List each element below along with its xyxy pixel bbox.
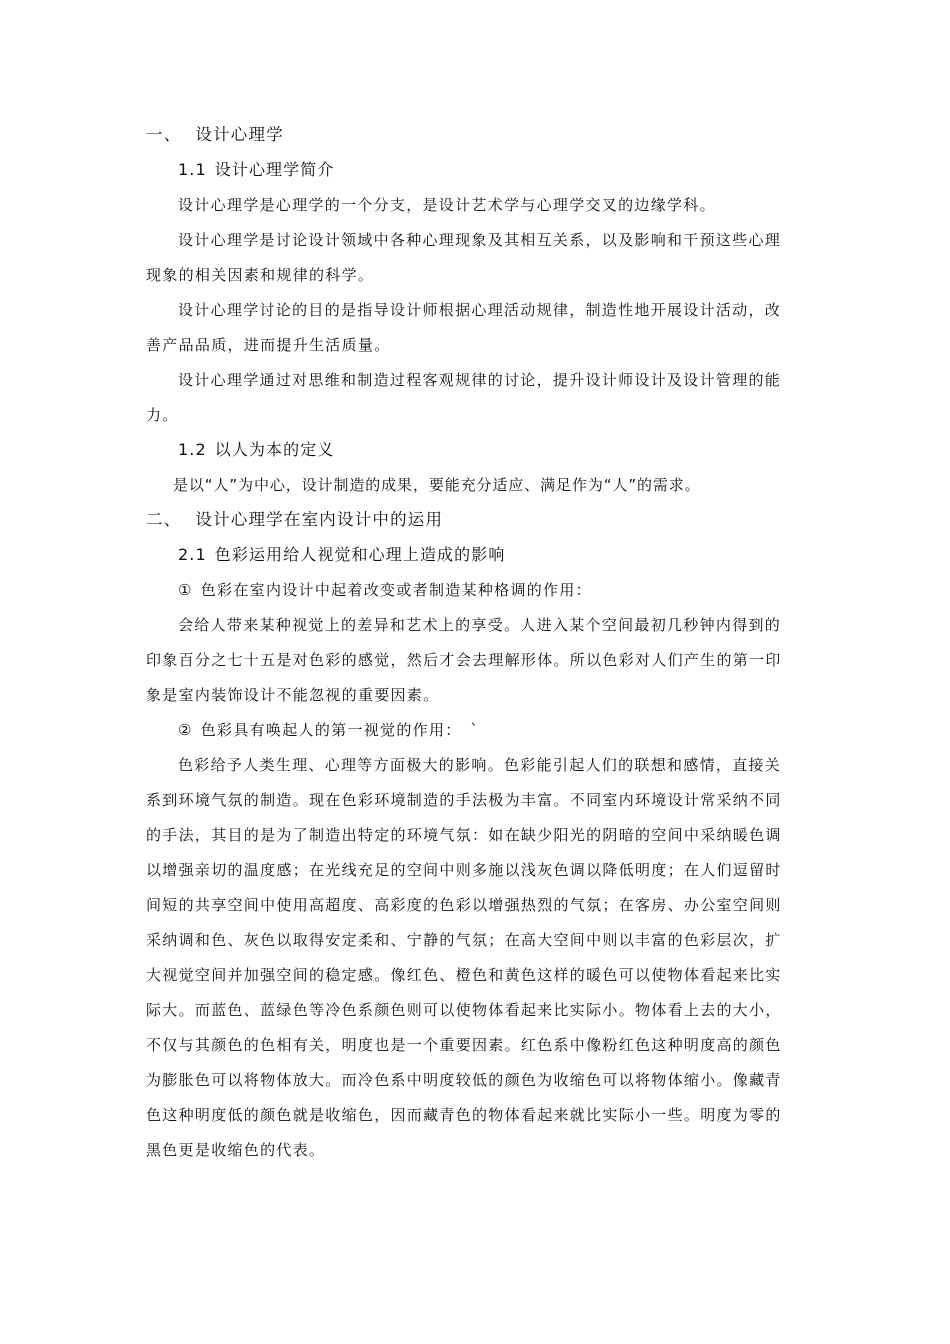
paragraph-line: 是以“人”为中心，设计制造的成果，要能充分适应、满足作为“人”的需求。 [173,476,701,494]
subsection-1-2-heading [178,440,334,460]
subsection-2-1-heading [178,545,505,565]
subsection-title: 设计心理学简介 [214,160,335,179]
item-title: 色彩具有唤起人的第一视觉的作用： ` [200,721,480,739]
item-marker: ② [178,721,193,739]
subsection-number: 1.1 [178,160,207,179]
paragraph-line: 大视觉空间并加强空间的稳定感。像红色、橙色和黄色这样的暖色可以使物体看起来比实 [146,966,782,984]
subsection-1-1-heading [178,160,334,180]
paragraph-line: 会给人带来某种视觉上的差异和艺术上的享受。人进入某个空间最初几秒钟内得到的 [178,616,782,634]
paragraph-line: 间短的共享空间中使用高超度、高彩度的色彩以增强热烈的气氛；在客房、办公室空间则 [146,896,782,914]
item-marker: ① [178,581,193,599]
section-2-heading [146,510,443,530]
paragraph-line: 的手法，其目的是为了制造出特定的环境气氛：如在缺少阳光的阴暗的空间中采纳暖色调 [146,826,782,844]
paragraph-line: 印象百分之七十五是对色彩的感觉，然后才会去理解形体。所以色彩对人们产生的第一印 [146,651,782,669]
paragraph-line: 色这种明度低的颜色就是收缩色，因而藏青色的物体看起来就比实际小一些。明度为零的 [146,1106,782,1124]
subsection-number: 2.1 [178,545,207,564]
paragraph-line: 不仅与其颜色的色相有关，明度也是一个重要因素。红色系中像粉红色这种明度高的颜色 [146,1036,782,1054]
paragraph-line: 设计心理学是心理学的一个分支，是设计艺术学与心理学交叉的边缘学科。 [178,196,716,214]
subsection-number: 1.2 [178,440,207,459]
paragraph-line: 以增强亲切的温度感；在光线充足的空间中则多施以浅灰色调以降低明度；在人们逗留时 [146,861,782,879]
subsection-title: 色彩运用给人视觉和心理上造成的影响 [214,545,506,564]
paragraph-line: 采纳调和色、灰色以取得安定柔和、宁静的气氛；在高大空间中则以丰富的色彩层次，扩 [146,931,782,949]
list-item-heading [178,580,592,600]
section-title: 设计心理学在室内设计中的运用 [195,510,444,529]
paragraph-line: 黑色更是收缩色的代表。 [146,1141,326,1159]
section-number: 一、 [146,125,182,144]
section-title: 设计心理学 [195,125,284,144]
paragraph-line: 系到环境气氛的制造。现在色彩环境制造的手法极为丰富。不同室内环境设计常采纳不同 [146,791,782,809]
section-1-heading [146,125,284,145]
paragraph-line: 设计心理学是讨论设计领域中各种心理现象及其相互关系，以及影响和干预这些心理 [178,231,782,249]
subsection-title: 以人为本的定义 [214,440,335,459]
paragraph-line: 象是室内装饰设计不能忽视的重要因素。 [146,686,440,704]
paragraph-line: 现象的相关因素和规律的科学。 [146,266,375,284]
paragraph-line: 善产品品质，进而提升生活质量。 [146,336,391,354]
paragraph-line: 色彩给予人类生理、心理等方面极大的影响。色彩能引起人们的联想和感情，直接关 [178,756,782,774]
paragraph-line: 设计心理学通过对思维和制造过程客观规律的讨论，提升设计师设计及设计管理的能 [178,371,782,389]
list-item-heading [178,720,479,740]
paragraph-line: 设计心理学讨论的目的是指导设计师根据心理活动规律，制造性地开展设计活动，改 [178,301,782,319]
section-number: 二、 [146,510,182,529]
paragraph-line: 力。 [146,406,179,424]
paragraph-line: 为膨胀色可以将物体放大。而冷色系中明度较低的颜色为收缩色可以将物体缩小。像藏青 [146,1071,782,1089]
item-title: 色彩在室内设计中起着改变或者制造某种格调的作用： [200,581,592,599]
paragraph-line: 际大。而蓝色、蓝绿色等冷色系颜色则可以使物体看起来比实际小。物体看上去的大小， [146,1001,782,1019]
